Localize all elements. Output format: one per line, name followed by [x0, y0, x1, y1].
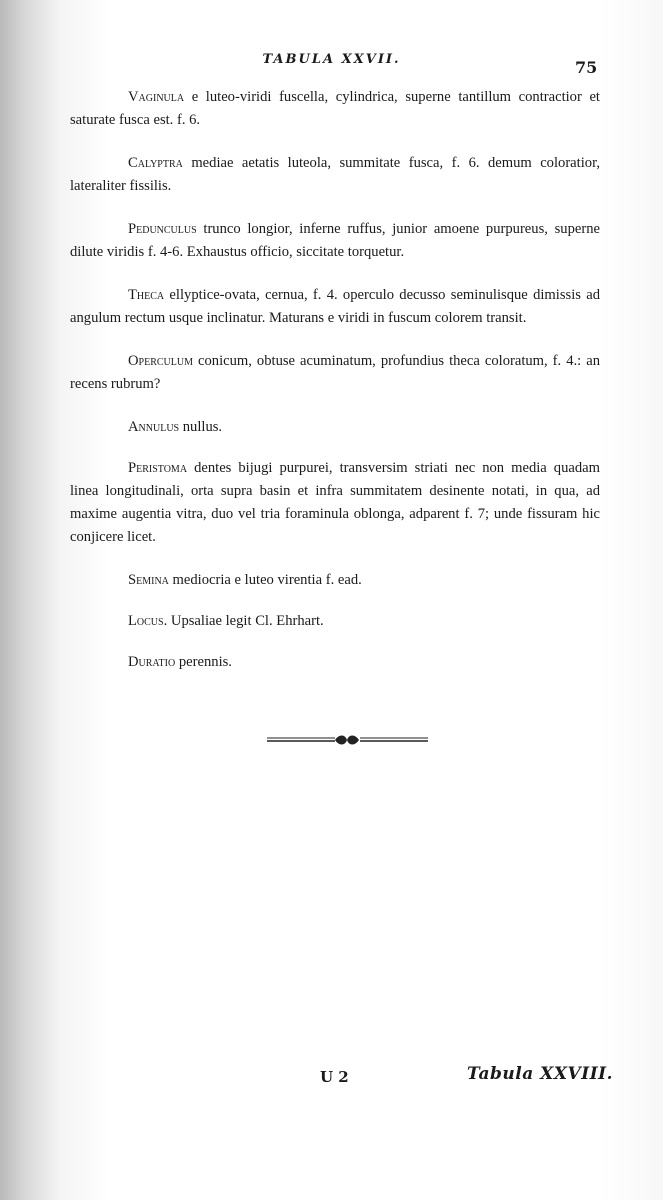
body-text — [70, 86, 600, 692]
paragraph-duratio — [70, 651, 600, 674]
term-pedunculus: Pedunculus — [128, 221, 197, 237]
paragraph-locus — [70, 610, 600, 633]
paragraph-text: trunco longior, inferne ruffus, junior amoene purpureus, superne dilute viridis f. 4-6. Exhaustus officio, siccitate torquetur. — [70, 221, 600, 260]
paragraph-text: mediae aetatis luteola, summitate fusca, f. 6. demum coloratior, lateraliter fissilis. — [70, 155, 600, 194]
paragraph-operculum — [70, 350, 600, 396]
paragraph-text: e luteo-viridi fuscella, cylindrica, superne tantillum contractior et saturate fusca est. f. 6. — [70, 89, 600, 128]
paragraph-text: perennis. — [175, 654, 232, 670]
term-vaginula: Vaginula — [128, 89, 185, 105]
paragraph-peristoma — [70, 457, 600, 549]
term-locus: Locus. — [128, 613, 168, 629]
term-calyptra: Calyptra — [128, 155, 183, 171]
page-number: 75 — [575, 58, 598, 77]
term-semina: Semina — [128, 572, 169, 588]
ornament-rule — [265, 733, 430, 747]
catchword: Tabula XXVIII. — [467, 1064, 614, 1084]
paragraph-text: conicum, obtuse acuminatum, profundius theca coloratum, f. 4.: an recens rubrum? — [70, 353, 600, 392]
running-title: TABULA XXVII. — [262, 52, 401, 67]
paragraph-calyptra — [70, 152, 600, 198]
paragraph-text: Upsaliae legit Cl. Ehrhart. — [167, 613, 324, 629]
term-operculum: Operculum — [128, 353, 193, 369]
paragraph-text: ellyptice-ovata, cernua, f. 4. operculo decusso seminulisque dimissis ad angulum rectum usque inclinatur. Maturans e viridi in fuscum colorem transit. — [70, 287, 600, 326]
paragraph-vaginula — [70, 86, 600, 132]
paragraph-semina — [70, 569, 600, 592]
paragraph-pedunculus — [70, 218, 600, 264]
paragraph-annulus — [70, 416, 600, 439]
term-theca: Theca — [128, 287, 165, 303]
paragraph-text: mediocria e luteo virentia f. ead. — [168, 572, 362, 588]
paragraph-text: nullus. — [179, 419, 223, 435]
paragraph-text: dentes bijugi purpurei, transversim striati nec non media quadam linea longitudinali, orta supra basin et infra summitatem desinente notati, in qua, ad maxime augentia vitra, duo vel tria foraminula oblonga, adparent f. 7; unde fissuram hic conjicere licet. — [70, 460, 600, 545]
paragraph-theca — [70, 284, 600, 330]
term-duratio: Duratio — [128, 654, 176, 670]
signature-mark: U 2 — [320, 1068, 349, 1086]
term-annulus: Annulus — [128, 419, 180, 435]
term-peristoma: Peristoma — [128, 460, 188, 476]
